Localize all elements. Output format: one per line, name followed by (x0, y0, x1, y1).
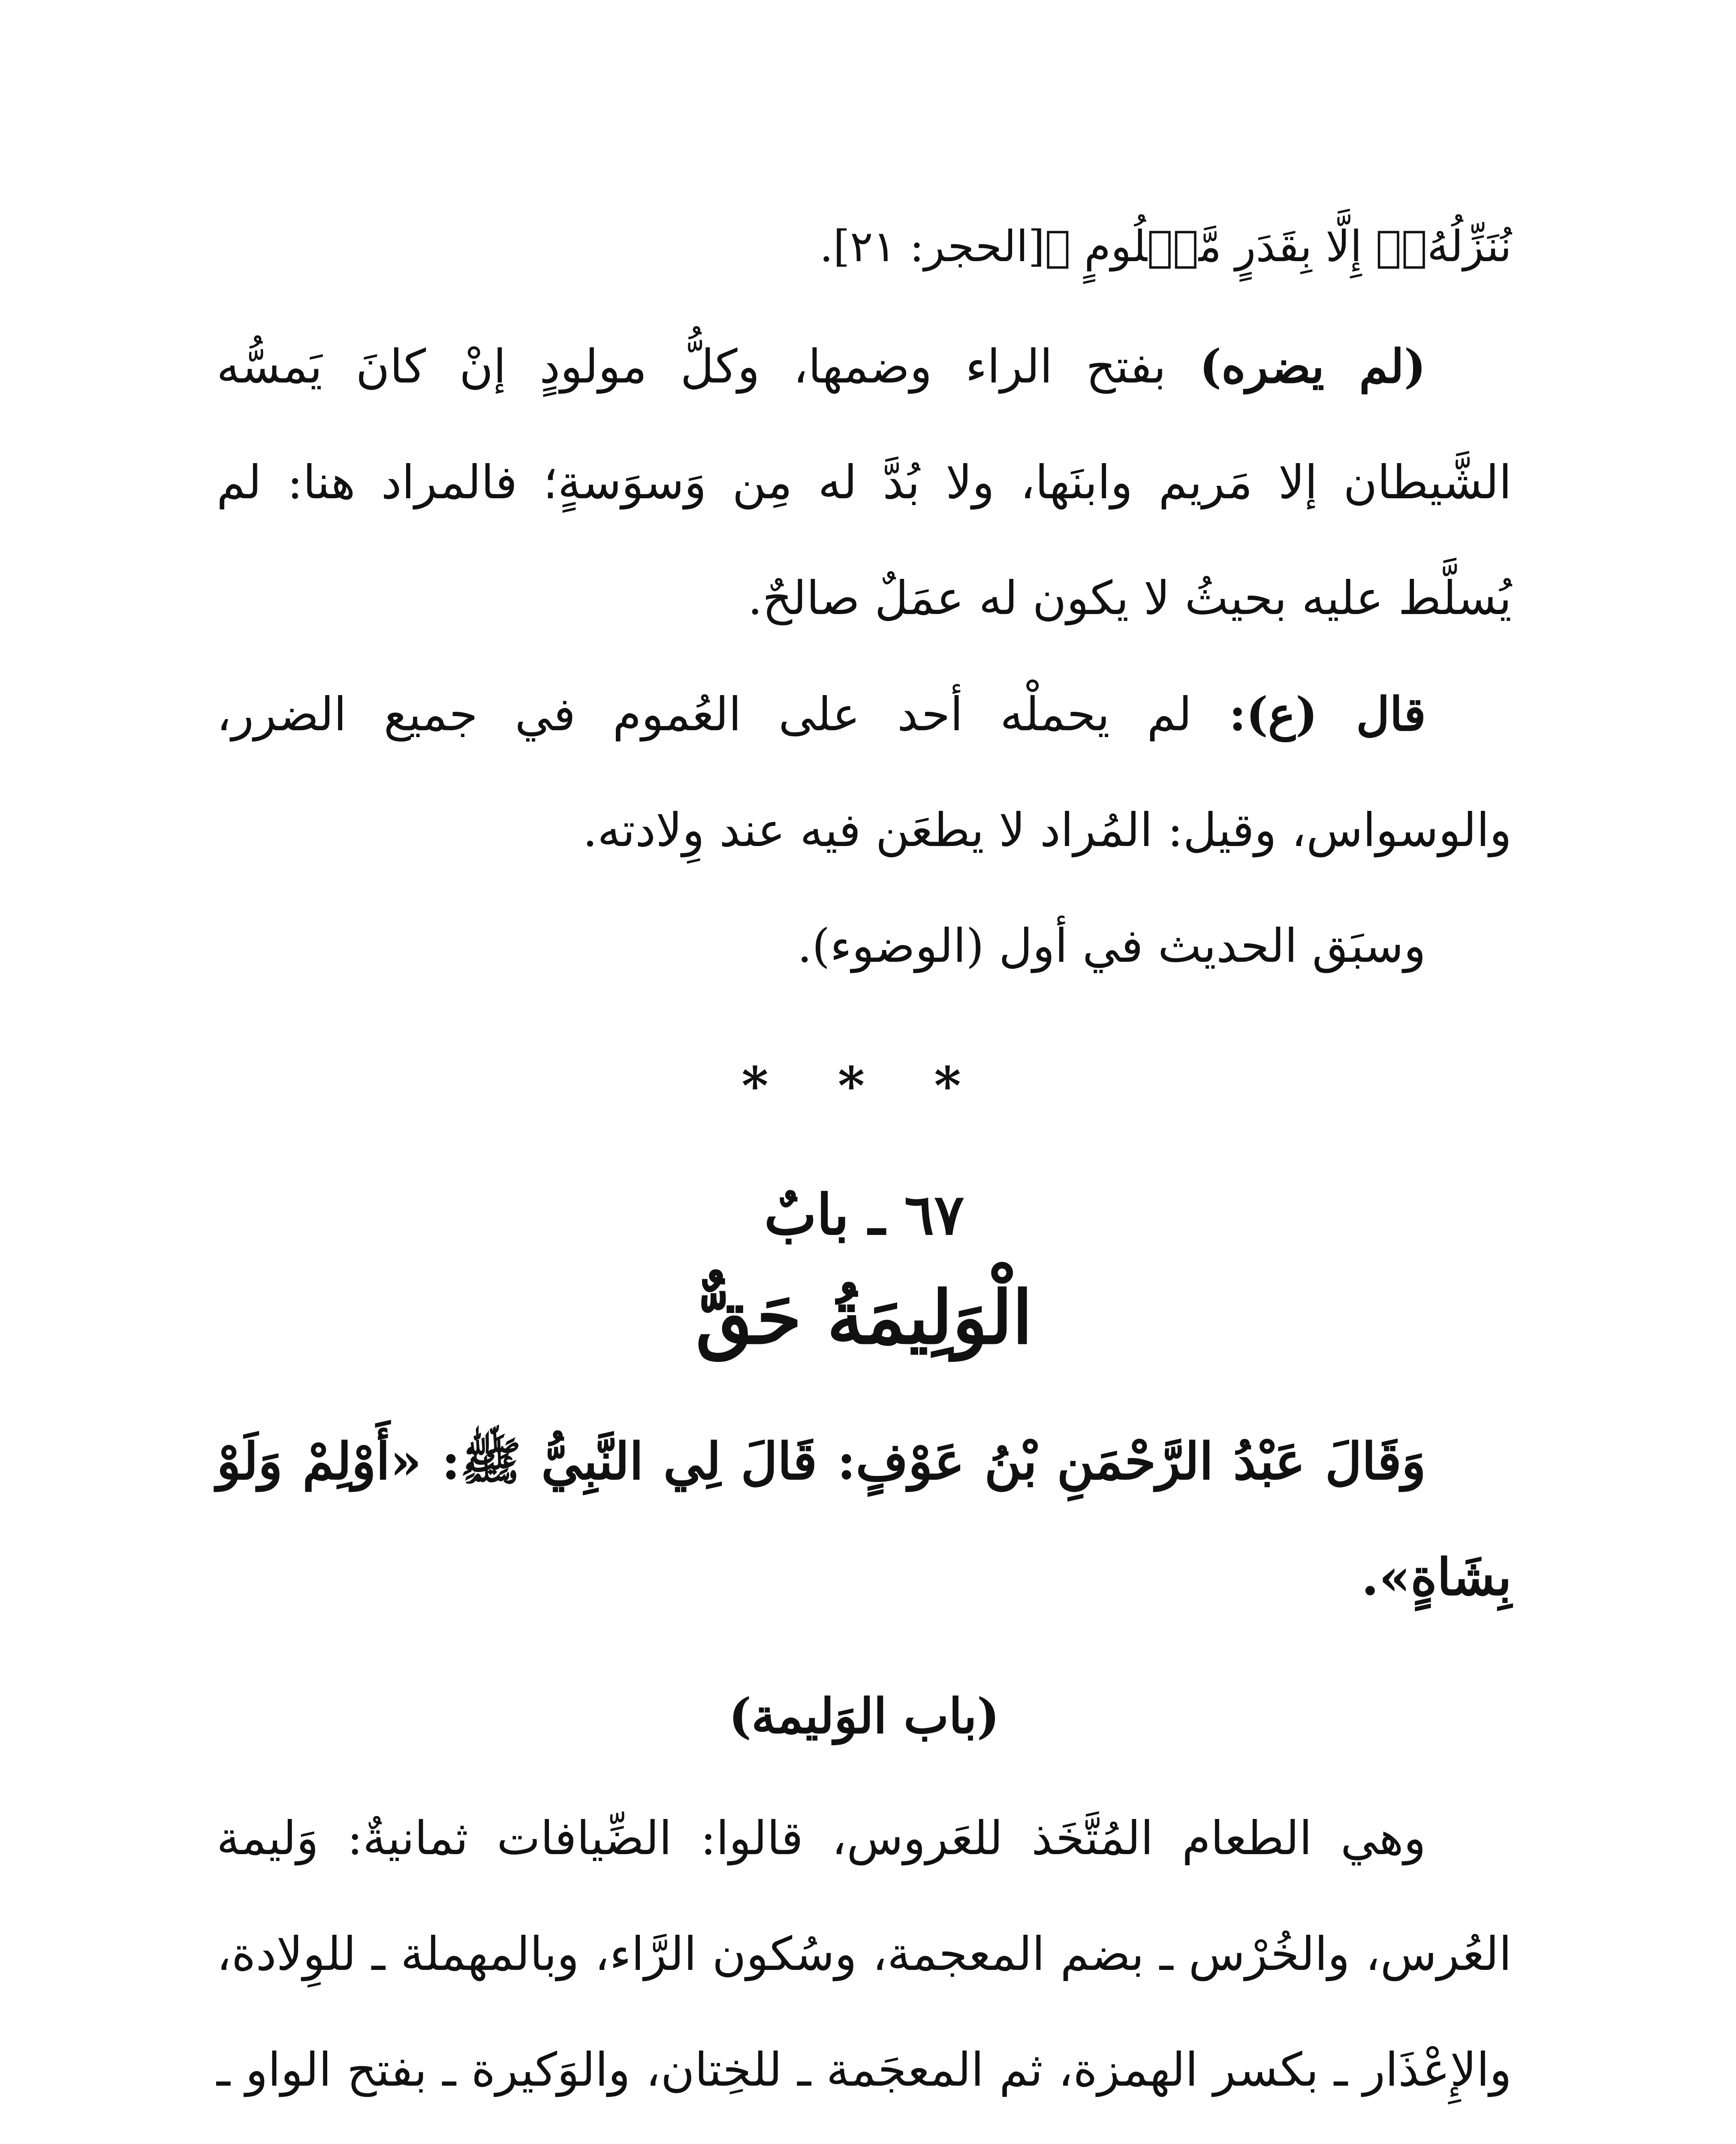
commentary-text-1: بفتح الراء وضمها، وكلُّ مولودٍ إنْ كانَ يَمسُّه الشَّيطان إلا مَريم وابنَها، ولا بُدَّ له مِن وَسوَسةٍ؛ فالمراد هنا: لم يُسلَّط عليه بحيثُ لا يكون له عمَلٌ صالحٌ. (217, 340, 1512, 625)
lemma-qala-ayn: قال (ع): (1229, 687, 1426, 741)
commentary-paragraph-1 (217, 309, 1512, 656)
book-page (217, 214, 1512, 2144)
hadith-text: وَقَالَ عَبْدُ الرَّحْمَنِ بْنُ عَوْفٍ: قَالَ لِي النَّبِيُّ ﷺ: «أَوْلِمْ وَلَوْ بِشَاةٍ». (217, 1431, 1512, 1607)
quran-verse-ending (217, 214, 1512, 279)
section-separator: * * * (741, 1056, 987, 1116)
commentary-subheading: (باب الوَليمة) (729, 1688, 1000, 1744)
lemma-lam-yadurruhu: (لم يضره) (1200, 340, 1426, 394)
commentary-paragraph-3: وسبَق الحديث في أول (الوضوء). (797, 919, 1426, 973)
commentary-paragraph-2 (217, 656, 1512, 888)
verse-text: نُنَزِّلُهُۥٓ إِلَّا بِقَدَرٍ مَّعۡلُومٍ ﴾[الحجر: ٢١]. (820, 221, 1512, 271)
commentary-text-2: لم يحملْه أحد على العُموم في جميع الضرر، والوسواس، وقيل: المُراد لا يطعَن فيه عند وِلادته. (217, 688, 1512, 857)
commentary-paragraph-4: وهي الطعام المُتَّخَذ للعَروس، قالوا: الضِّيافات ثمانيةٌ: وَليمة العُرس، والخُرْس ـ بضم المعجمة، وسُكون الرَّاء، وبالمهملة ـ للوِلادة، والإِعْذَار ـ بكسر الهمزة، ثم المعجَمة ـ للخِتان، والوَكيرة ـ بفتح الواو ـ (217, 1812, 1512, 2097)
chapter-title: الْوَلِيمَةُ حَقٌّ (696, 1275, 1033, 1361)
chapter-number: ٦٧ ـ بابٌ (764, 1182, 964, 1247)
